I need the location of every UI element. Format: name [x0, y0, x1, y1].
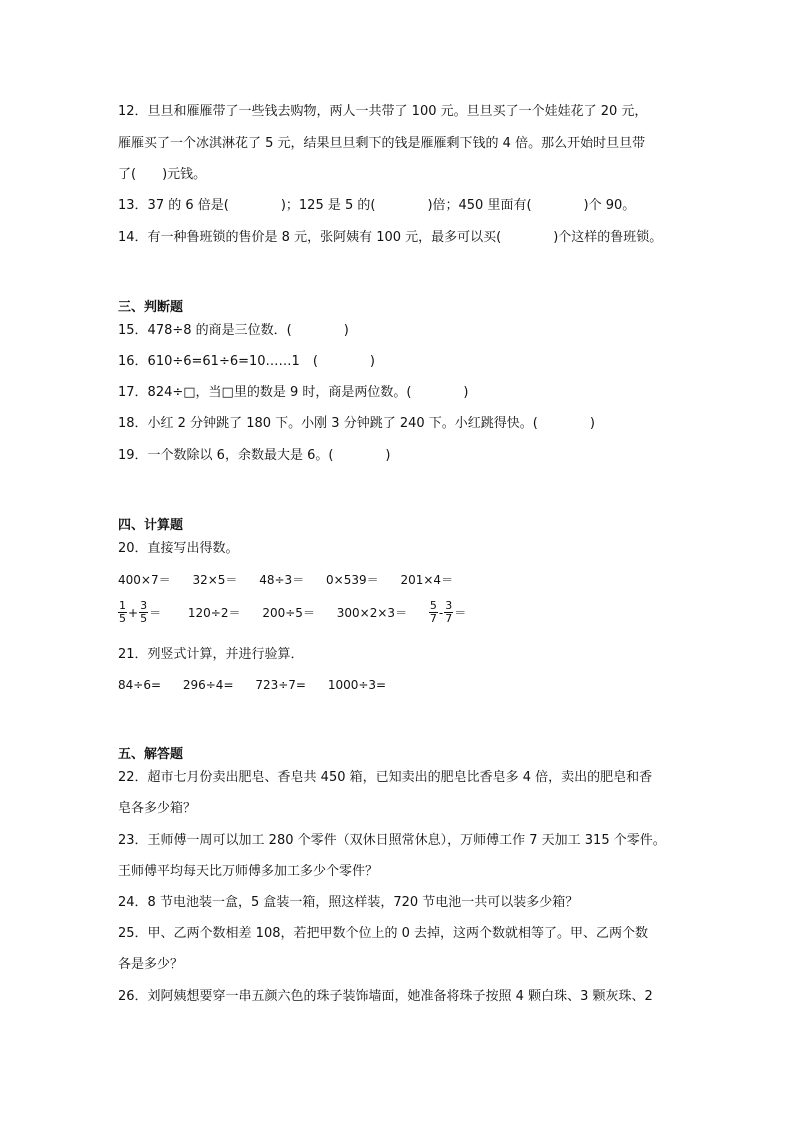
q22-line2: 皂各多少箱？ [118, 801, 197, 816]
calc-item: 296÷4= [182, 678, 234, 692]
calc-row-1 [118, 571, 471, 588]
q20: 20．直接写出得数。 [118, 541, 239, 556]
calc-row-2 [118, 600, 489, 625]
operator: - [438, 605, 444, 620]
equals-sign: ＝ [454, 606, 467, 620]
q25-line1: 25．甲、乙两个数相差 108，若把甲数个位上的 0 去掉，这两个数就相等了。甲、乙两个数 [118, 926, 649, 941]
q17: 17．824÷□，当□里的数是 9 时，商是两位数。( ) [118, 385, 469, 400]
section3-title: 三、判断题 [118, 300, 184, 315]
calc-item: 200÷5＝ [262, 606, 315, 620]
q12-line3: 了( )元钱。 [118, 167, 207, 182]
calc-item: 32×5＝ [192, 573, 238, 587]
q24: 24．8 节电池装一盒，5 盒装一箱，照这样装，720 节电池一共可以装多少箱？ [118, 895, 579, 910]
q12-line2: 雁雁买了一个冰淇淋花了 5 元，结果旦旦剩下的钱是雁雁剩下钱的 4 倍。那么开始时旦旦带 [118, 136, 646, 151]
denominator: 5 [140, 612, 148, 625]
fraction [429, 600, 438, 625]
fraction [444, 600, 453, 625]
section5-title: 五、解答题 [118, 747, 184, 762]
fraction [139, 600, 148, 625]
q23-line1: 23．王师傅一周可以加工 280 个零件（双休日照常休息），万师傅工作 7 天加工 315 个零件。 [118, 833, 666, 848]
q14: 14．有一种鲁班锁的售价是 8 元，张阿姨有 100 元，最多可以买( )个这样的鲁班锁。 [118, 230, 663, 245]
q25-line2: 各是多少？ [118, 957, 184, 972]
operator: + [128, 605, 139, 620]
q19: 19．一个数除以 6，余数最大是 6。( ) [118, 448, 391, 463]
calc-item: 300×2×3＝ [336, 606, 408, 620]
numerator: 3 [140, 599, 148, 612]
calc-item: 1000÷3= [327, 678, 387, 692]
calc-item: 84÷6= [118, 678, 162, 692]
calc-item: 120÷2＝ [187, 606, 241, 620]
fraction-expression [429, 600, 467, 625]
q16: 16．610÷6=61÷6=10……1 ( ) [118, 354, 375, 369]
q21: 21．列竖式计算，并进行验算． [118, 647, 304, 662]
q23-line2: 王师傅平均每天比万师傅多加工多少个零件？ [118, 864, 379, 879]
calc-item: 0×539＝ [326, 573, 379, 587]
denominator: 7 [445, 612, 453, 625]
fraction [118, 600, 127, 625]
q15: 15．478÷8 的商是三位数．( ) [118, 323, 349, 338]
q18: 18．小红 2 分钟跳了 180 下。小刚 3 分钟跳了 240 下。小红跳得快。( ) [118, 416, 595, 431]
calc-item: 48÷3＝ [259, 573, 305, 587]
q12-line1: 12．旦旦和雁雁带了一些钱去购物，两人一共带了 100 元。旦旦买了一个娃娃花了 20 元， [118, 104, 648, 119]
q26-line1: 26．刘阿姨想要穿一串五颜六色的珠子装饰墙面，她准备将珠子按照 4 颗白珠、3 颗灰珠、2 [118, 989, 653, 1004]
numerator: 3 [445, 599, 453, 612]
q13: 13．37 的 6 倍是( )；125 是 5 的( )倍；450 里面有( )个 90。 [118, 198, 636, 213]
denominator: 7 [429, 612, 437, 625]
q22-line1: 22．超市七月份卖出肥皂、香皂共 450 箱，已知卖出的肥皂比香皂多 4 倍，卖出的肥皂和香 [118, 770, 653, 785]
numerator: 1 [119, 599, 126, 612]
calc-item: 723÷7= [255, 678, 306, 692]
numerator: 5 [429, 599, 437, 612]
calc-item: 201×4＝ [400, 573, 454, 587]
section4-title: 四、计算题 [118, 518, 184, 533]
fraction-expression [118, 600, 162, 625]
equals-sign: ＝ [149, 606, 162, 620]
calc-row-3 [118, 678, 404, 692]
calc-item: 400×7＝ [118, 573, 171, 587]
denominator: 5 [119, 612, 126, 625]
